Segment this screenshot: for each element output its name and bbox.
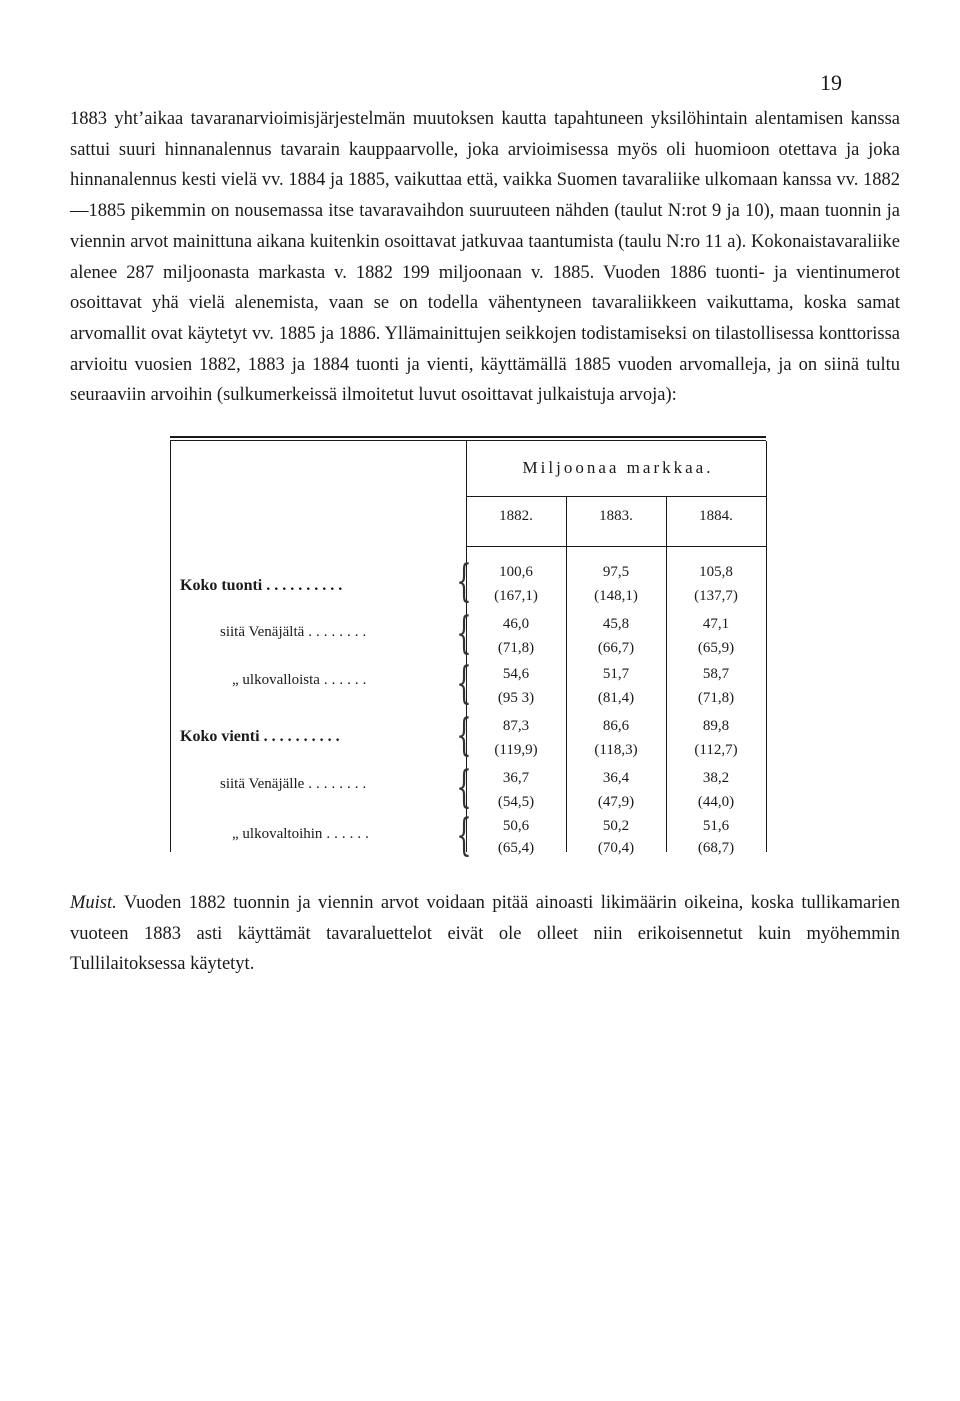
value-1884: 51,6 xyxy=(702,818,730,834)
published-1884: (68,7) xyxy=(697,840,735,856)
row-brace: { xyxy=(456,556,472,607)
published-1883: (81,4) xyxy=(597,690,635,706)
row-label-venajalle: siitä Venäjälle ........ xyxy=(220,776,371,792)
value-1884: 105,8 xyxy=(699,564,733,580)
footnote-label: Muist. xyxy=(70,893,117,913)
year-header-1882: 1882. xyxy=(499,508,533,524)
row-label-ulkovaltoihin: „ ulkovaltoihin ...... xyxy=(232,826,373,842)
published-1882: (119,9) xyxy=(494,742,538,758)
value-1883: 36,4 xyxy=(602,770,630,786)
footnote xyxy=(70,888,900,980)
row-label-ulkovalloista: „ ulkovalloista ...... xyxy=(232,672,371,688)
row-brace: { xyxy=(456,658,472,709)
value-1883: 97,5 xyxy=(602,564,630,580)
value-1882: 100,6 xyxy=(499,564,533,580)
row-brace: { xyxy=(456,608,472,659)
published-1882: (95 3) xyxy=(497,690,535,706)
row-brace: { xyxy=(456,762,472,813)
value-1883: 51,7 xyxy=(602,666,630,682)
published-1883: (118,3) xyxy=(594,742,638,758)
table-year-rule xyxy=(466,546,766,547)
table-right-rule xyxy=(766,441,767,852)
published-1884: (71,8) xyxy=(697,690,735,706)
published-1883: (70,4) xyxy=(597,840,635,856)
body-paragraph: 1883 yht’aikaa tavaranarvioimisjärjestelmän muutoksen kautta tapahtuneen yksilöhintain alentamisen kanssa sattui suuri hinnanalennus tavarain kauppaarvolle, joka arvioimisessa myös oli huomioon otettava ja joka hinnanalennus kesti vielä vv. 1884 ja 1885, vaikuttaa että, vaikka Suomen tavaraliike ulkomaan kanssa vv. 1882—1885 pikemmin on nousemassa itse tavaravaihdon suuruuteen nähden (taulut N:rot 9 ja 10), maan tuonnin ja viennin arvot mainittuna aikana kuitenkin osoittavat jatkuvaa taantumista (taulu N:ro 11 a). Kokonaistavaraliike alenee 287 miljoonasta markasta v. 1882 199 miljoonaan v. 1885. Vuoden 1886 tuonti- ja vientinumerot osoittavat yhä vielä alenemista, vaan se on todella vähentyneen tavaraliikkeen vaikuttama, koska samat arvomallit ovat käytetyt vv. 1885 ja 1886. Yllämainittujen seikkojen todistamiseksi on tilastollisessa konttorissa arvioitu vuosien 1882, 1883 ja 1884 tuonti ja vienti, käyttämällä 1885 vuoden arvomalleja, ja on siinä tultu seuraaviin arvoihin (sulkumerkeissä ilmoitetut luvut osoittavat julkaistuja arvoja): xyxy=(70,109,900,406)
row-brace: { xyxy=(456,810,472,861)
value-1884: 89,8 xyxy=(702,718,730,734)
published-1883: (66,7) xyxy=(597,640,635,656)
published-1882: (65,4) xyxy=(497,840,535,856)
value-1883: 86,6 xyxy=(602,718,630,734)
table-header-title: Miljoonaa markkaa. xyxy=(522,458,714,477)
published-1884: (112,7) xyxy=(694,742,738,758)
published-1882: (54,5) xyxy=(497,794,535,810)
published-1883: (47,9) xyxy=(597,794,635,810)
statistics-table xyxy=(170,436,766,861)
value-1883: 45,8 xyxy=(602,616,630,632)
value-1882: 46,0 xyxy=(502,616,530,632)
year-header-1883: 1883. xyxy=(599,508,633,524)
footnote-text: Vuoden 1882 tuonnin ja viennin arvot voidaan pitää ainoasti likimäärin oikeina, koska tullikamarien vuoteen 1883 asti käyttämät tavaraluettelot eivät ole olleet niin erikoisennetut kuin myöhemmin Tullilaitoksessa käytetyt. xyxy=(70,893,900,975)
value-1882: 54,6 xyxy=(502,666,530,682)
published-1884: (65,9) xyxy=(697,640,735,656)
value-1884: 58,7 xyxy=(702,666,730,682)
table-header-rule xyxy=(466,496,766,497)
table-left-rule xyxy=(170,441,171,852)
page-number: 19 xyxy=(820,70,842,95)
row-label-koko-tuonti: Koko tuonti .......... xyxy=(180,577,347,594)
year-header-1884: 1884. xyxy=(699,508,733,524)
value-1882: 36,7 xyxy=(502,770,530,786)
published-1882: (167,1) xyxy=(494,588,538,604)
value-1884: 47,1 xyxy=(702,616,730,632)
table-top-rule xyxy=(170,436,766,441)
published-1882: (71,8) xyxy=(497,640,535,656)
value-1883: 50,2 xyxy=(602,818,630,834)
published-1884: (137,7) xyxy=(694,588,738,604)
row-brace: { xyxy=(456,710,472,761)
published-1884: (44,0) xyxy=(697,794,735,810)
value-1882: 50,6 xyxy=(502,818,530,834)
row-label-venajalta: siitä Venäjältä ........ xyxy=(220,624,371,640)
value-1884: 38,2 xyxy=(702,770,730,786)
row-label-koko-vienti: Koko vienti .......... xyxy=(180,728,344,745)
published-1883: (148,1) xyxy=(594,588,638,604)
value-1882: 87,3 xyxy=(502,718,530,734)
